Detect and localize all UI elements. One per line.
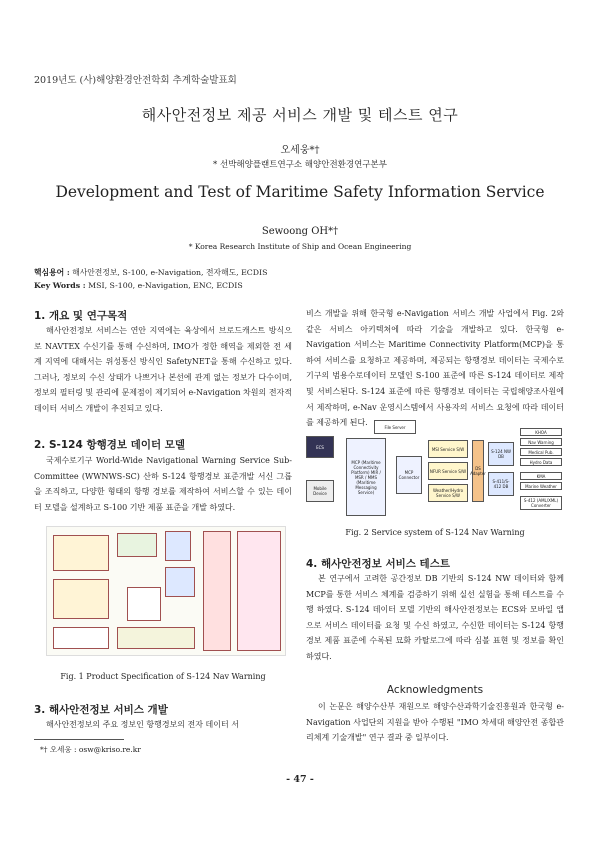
section-1-title: 1. 개요 및 연구목적 [34,310,128,322]
uml-class-box [203,531,231,651]
medical-pub-box: Medical Pub. [520,448,562,456]
keywords-korean-label: 핵심용어 : [34,268,70,277]
uml-class-box [127,587,161,621]
keywords-english-list: MSI, S-100, e-Navigation, ENC, ECDIS [85,281,243,290]
keywords-english [34,281,243,290]
affiliation-english: * Korea Research Institute of Ship and Ocean Engineering [188,242,412,251]
section-2-text: 국제수로기구 World-Wide Navigational Warning Service Sub-Committee (WWNWS-SC) 산하 S-124 항행경보 표준개발 서신 그룹을 조직하고, 다양한 형태의 항행 경보를 제작하여 서비스할 수 있는 데이터 모델을 설계하고 S-100 기반 제품 표준을 개발 하였다. [34,456,292,512]
msi-service-box: MSI Service S/W [428,440,468,458]
acknowledgments-text: 이 논문은 해양수산부 재원으로 해양수산과학기술진흥원과 한국형 e-Navigation 사업단의 지원을 받아 수행된 "IMO 차세대 해양안전 종합관리체계 기술개발" 연구 결과 중 일부이다. [306,702,564,743]
hydro-data-box: Hydro Data [520,458,562,466]
author-english: Sewoong OH*† [261,226,339,237]
figure-1-uml-diagram [46,526,286,656]
uml-class-box [165,567,195,597]
section-2-title: 2. S-124 항행경보 데이터 모델 [34,439,186,451]
keywords-korean [34,267,267,278]
section-4-title: 4. 해사안전정보 서비스 테스트 [306,558,450,570]
keywords-english-label: Key Words : [34,281,86,290]
affiliation-korean: * 선박해양플랜트연구소 해양안전환경연구본부 [213,160,387,170]
title-korean: 해사안전정보 제공 서비스 개발 및 테스트 연구 [141,106,459,124]
section-3-text: 해사안전정보의 주요 정보인 항행경보의 전자 데이터 서 [46,720,239,729]
mcp-platform-box: MCP (Maritime Connectivity Platform) MIR / MSR / MMS (Maritime Messaging Service) [346,438,386,516]
title-english: Development and Test of Maritime Safety Information Service [55,183,545,201]
uml-class-box [165,531,191,561]
conference-header: 2019년도 (사)해양환경안전학회 추계학술발표회 [34,75,237,86]
author-korean: 오세웅*† [280,145,320,156]
figure-1-caption: Fig. 1 Product Specification of S-124 Nav Warning [60,672,266,681]
mobile-device-box: Mobile Device [306,480,334,502]
keywords-korean-list: 해사안전정보, S-100, e-Navigation, 전자해도, ECDIS [69,268,268,277]
ecs-box: ECS [306,436,334,458]
uml-class-box [117,533,157,557]
converter-box: S-412 (AML/XML) Converter [520,496,562,510]
nfur-service-box: NFUR Service S/W [428,462,468,480]
section-3-text-continued: 비스 개발을 위해 한국형 e-Navigation 서비스 개발 사업에서 Fig. 2와 같은 서비스 아키텍쳐에 따라 기술을 개발하고 있다. 한국형 e-Navigation 서비스는 Maritime Connectivity Platform(MCP)을 통하여 서비스를 요청하고 제공하며, 제공되는 항행경보 데이터는 국제수로기구의 범용수로데이터 모델인 S-100 표준에 따른 S-124 데이터로 제작 및 서비스된다. S-124 표준에 따른 항행경보 데이터는 국립해양조사원에서 제작하며, e-Nav 운영시스템에서 사용자의 서비스 요청에 따라 데이터를 제공하게 된다. [306,309,564,428]
weather-service-box: Weather/Hydro Service S/W [428,484,468,502]
uml-class-box [53,579,109,619]
khoa-box: KHOA [520,428,562,436]
acknowledgments-title: Acknowledgments [386,684,484,696]
section-4-text: 본 연구에서 고려한 공간정보 DB 기반의 S-124 NW 데이터와 함께 MCP를 통한 서비스 체계를 검증하기 위해 실선 실험을 통해 테스트를 수행 하였다. S-124 데이터 모델 기반의 해사안전정보는 ECS와 모바일 앱으로 서비스 데이터를 요청 및 수신 하였고, 수신한 데이터는 S-124 항행 경보 제품 표준에 수록된 묘화 카탈로그에 따라 심볼 표현 및 정보를 확인 하였다. [306,574,564,661]
figure-2-caption: Fig. 2 Service system of S-124 Nav Warning [345,528,525,537]
ds-adapter-box: DS Adapter [472,440,484,502]
s411-db-box: S-411/S-412 DB [488,472,514,496]
s124-db-box: S-124 NW DB [488,442,514,466]
marine-weather-box: Marine Weather [520,482,562,490]
footnote: *† 오세웅 : osw@kriso.re.kr [40,745,141,754]
uml-class-box [237,531,281,651]
kma-box: KMA [520,472,562,480]
page-number: - 47 - [286,774,314,785]
uml-class-box [117,627,195,649]
nav-warning-box: Nav Warning [520,438,562,446]
uml-class-box [53,627,109,649]
file-server-box: File Server [374,420,416,434]
uml-class-box [53,535,109,571]
footnote-divider [34,739,124,740]
section-3-title: 3. 해사안전정보 서비스 개발 [34,704,168,716]
mcp-connector-box: MCP Connector [396,456,422,494]
figure-2-service-system-diagram [306,420,564,520]
section-1-text: 해사안전정보 서비스는 연안 지역에는 육상에서 브로드캐스트 방식으로 NAVTEX 수신기를 통해 수신하며, IMO가 정한 해역을 제외한 전 세계 지역에 대해서는 위성통신 방식인 SafetyNET을 통해 수신하고 있다. 그러나, 정보의 수신 상태가 나쁘거나 본선에 관계 없는 정보가 다수이며, 정보의 필터링 및 관리에 문제점이 제기되어 e-Navigation 차원의 전자적 데이터 서비스 개발이 추진되고 있다. [34,326,292,413]
